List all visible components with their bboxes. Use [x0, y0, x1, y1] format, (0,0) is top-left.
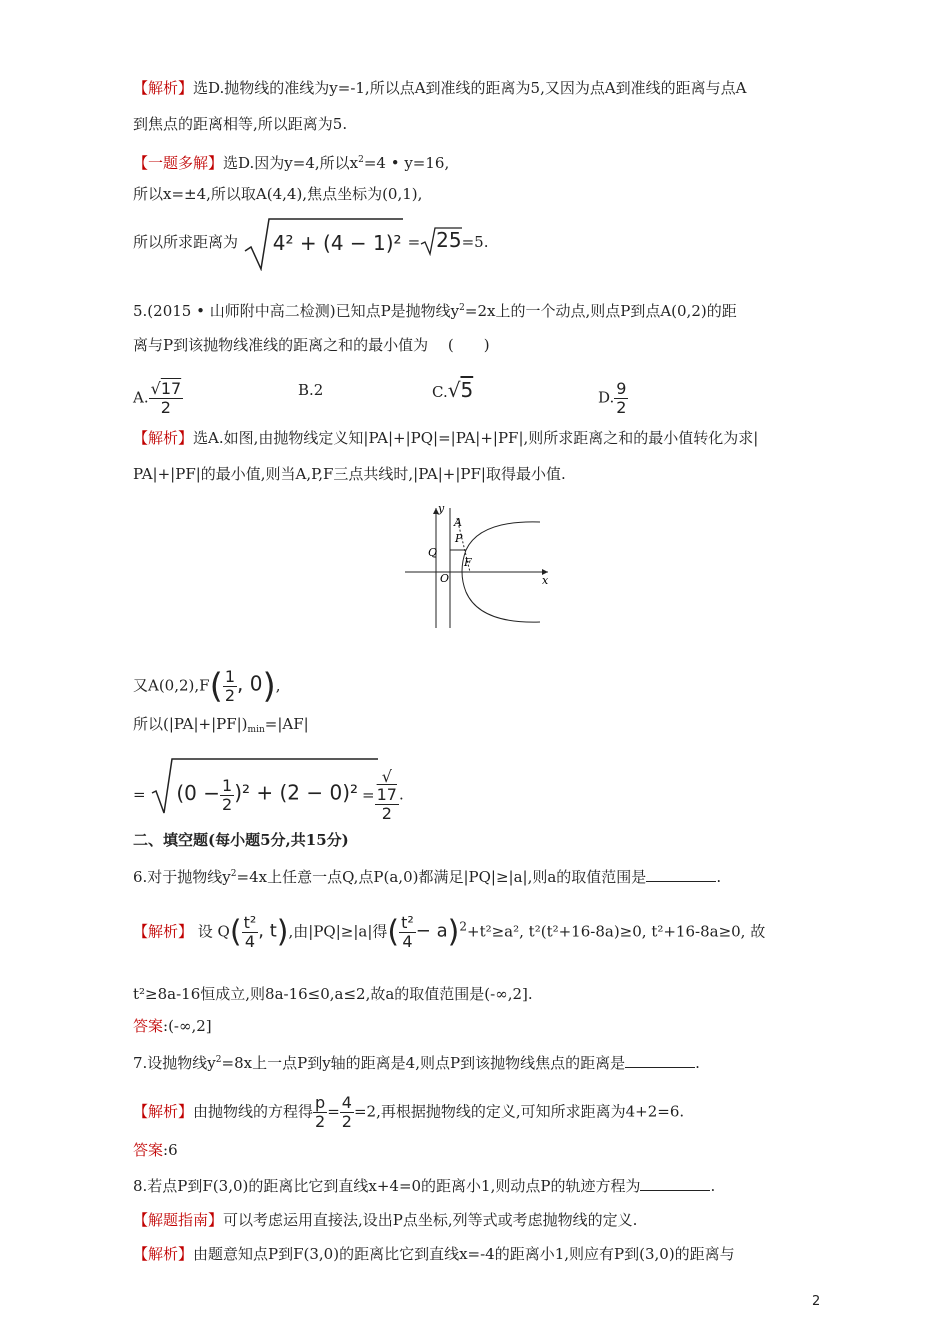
formula-line: 又A(0,2),F( $\frac{1}{2}$ , 0), — [133, 666, 281, 707]
answer-blank[interactable] — [640, 1176, 710, 1191]
point-p-label: P — [455, 532, 463, 545]
page-number: 2 — [812, 1294, 821, 1309]
option-b: B.2 — [298, 381, 324, 399]
section-heading: 二、填空题(每小题5分,共15分) — [133, 831, 349, 849]
question-7: 7.设抛物线$y^2=8x$上一点P到y轴的距离是4,则点P到该抛物线焦点的距离是 . — [133, 1054, 700, 1072]
multi-solution-line: 【一题多解】选D.因为y=4,所以$x^2=4$ • y=16, — [133, 154, 450, 172]
text-line: 所以x=±4,所以取A(4,4),焦点坐标为(0,1), — [133, 185, 423, 203]
question-5: 5.(2015 • 山师附中高二检测)已知点P是抛物线$y^2=2x$上的一个动点,则点P到点A(0,2)的距 — [133, 302, 737, 320]
text-line: 所以$(|PA|+|PF|)_{min}=|AF|$ — [133, 715, 309, 735]
sqrt-expression: (0 − $\frac{1}{2}$ )² + (2 − 0)² — [150, 777, 358, 814]
analysis-line: 【解析】由题意知点P到F(3,0)的距离比它到直线x=-4的距离小1,则应有P到(3,0)的距离与 — [133, 1245, 735, 1263]
analysis-tag: 【解析】 — [133, 79, 194, 97]
point-q-label: Q — [428, 546, 438, 559]
x-label: x — [542, 574, 549, 587]
point-a-label: A — [454, 516, 462, 529]
text-line: t²≥8a-16恒成立,则8a-16≤0,a≤2,故a的取值范围是(-∞,2]. — [133, 985, 533, 1003]
radical-sign — [243, 213, 403, 271]
question-6: 6.对于抛物线$y^2=4x$上任意一点Q,点P(a,0)都满足|PQ|≥|a|,则a的取值范围是 . — [133, 868, 722, 886]
parabola-figure — [400, 500, 560, 630]
formula-line: 所以所求距离为 4² + (4 − 1)² = 25=5. — [133, 230, 488, 254]
analysis-line: 【解析】选D.抛物线的准线为y=-1,所以点A到准线的距离为5,又因为点A到准线的距离与点A — [133, 79, 747, 97]
analysis-line: 【解析】选A.如图,由抛物线定义知|PA|+|PQ|=|PA|+|PF|,则所求距离之和的最小值转化为求| — [133, 429, 759, 447]
origin-label: O — [440, 572, 450, 585]
question-8: 8.若点P到F(3,0)的距离比它到直线x+4=0的距离小1,则动点P的轨迹方程为 . — [133, 1177, 716, 1195]
answer-line: 答案:6 — [133, 1141, 178, 1159]
formula-line: = (0 − $\frac{1}{2}$ )² + (2 − 0)² = √ 17 2 . — [133, 768, 404, 823]
answer-line: 答案:(-∞,2] — [133, 1017, 212, 1035]
sqrt-expression: 4² + (4 − 1)² — [243, 233, 402, 254]
text-line: PA|+|PF|的最小值,则当A,P,F三点共线时,|PA|+|PF|取得最小值. — [133, 465, 566, 483]
option-d: D. $\frac{9}{2}$ — [598, 379, 627, 417]
text-line: 离与P到该抛物线准线的距离之和的最小值为 ( ) — [133, 336, 490, 354]
sqrt-25: 25 — [420, 230, 461, 251]
analysis-line: 【解析】由抛物线的方程得 $\frac{p}{2}$ = $\frac{4}{2}$ =2,再根据抛物线的定义,可知所求距离为4+2=6. — [133, 1093, 685, 1131]
point-f-label: F — [464, 556, 472, 569]
analysis-line: 【解析】 设 Q( $\frac{\text{t²}}{4}$ , t),由|PQ|≥|a|得( $\frac{\text{t²}}{4}$ − a)$^2$+t²≥a², t²(t²+16-8a)≥0, t²+16-8a≥0, 故 — [133, 913, 766, 951]
guide-line: 【解题指南】可以考虑运用直接法,设出P点坐标,列等式或考虑抛物线的定义. — [133, 1211, 638, 1229]
y-label: y — [438, 502, 445, 515]
text-line: 到焦点的距离相等,所以距离为5. — [133, 115, 348, 133]
option-c: C.√5 — [432, 378, 474, 402]
answer-blank[interactable] — [646, 867, 716, 882]
answer-blank[interactable] — [625, 1053, 695, 1068]
option-a: A. $\frac{√17}{2}$ — [133, 379, 182, 417]
